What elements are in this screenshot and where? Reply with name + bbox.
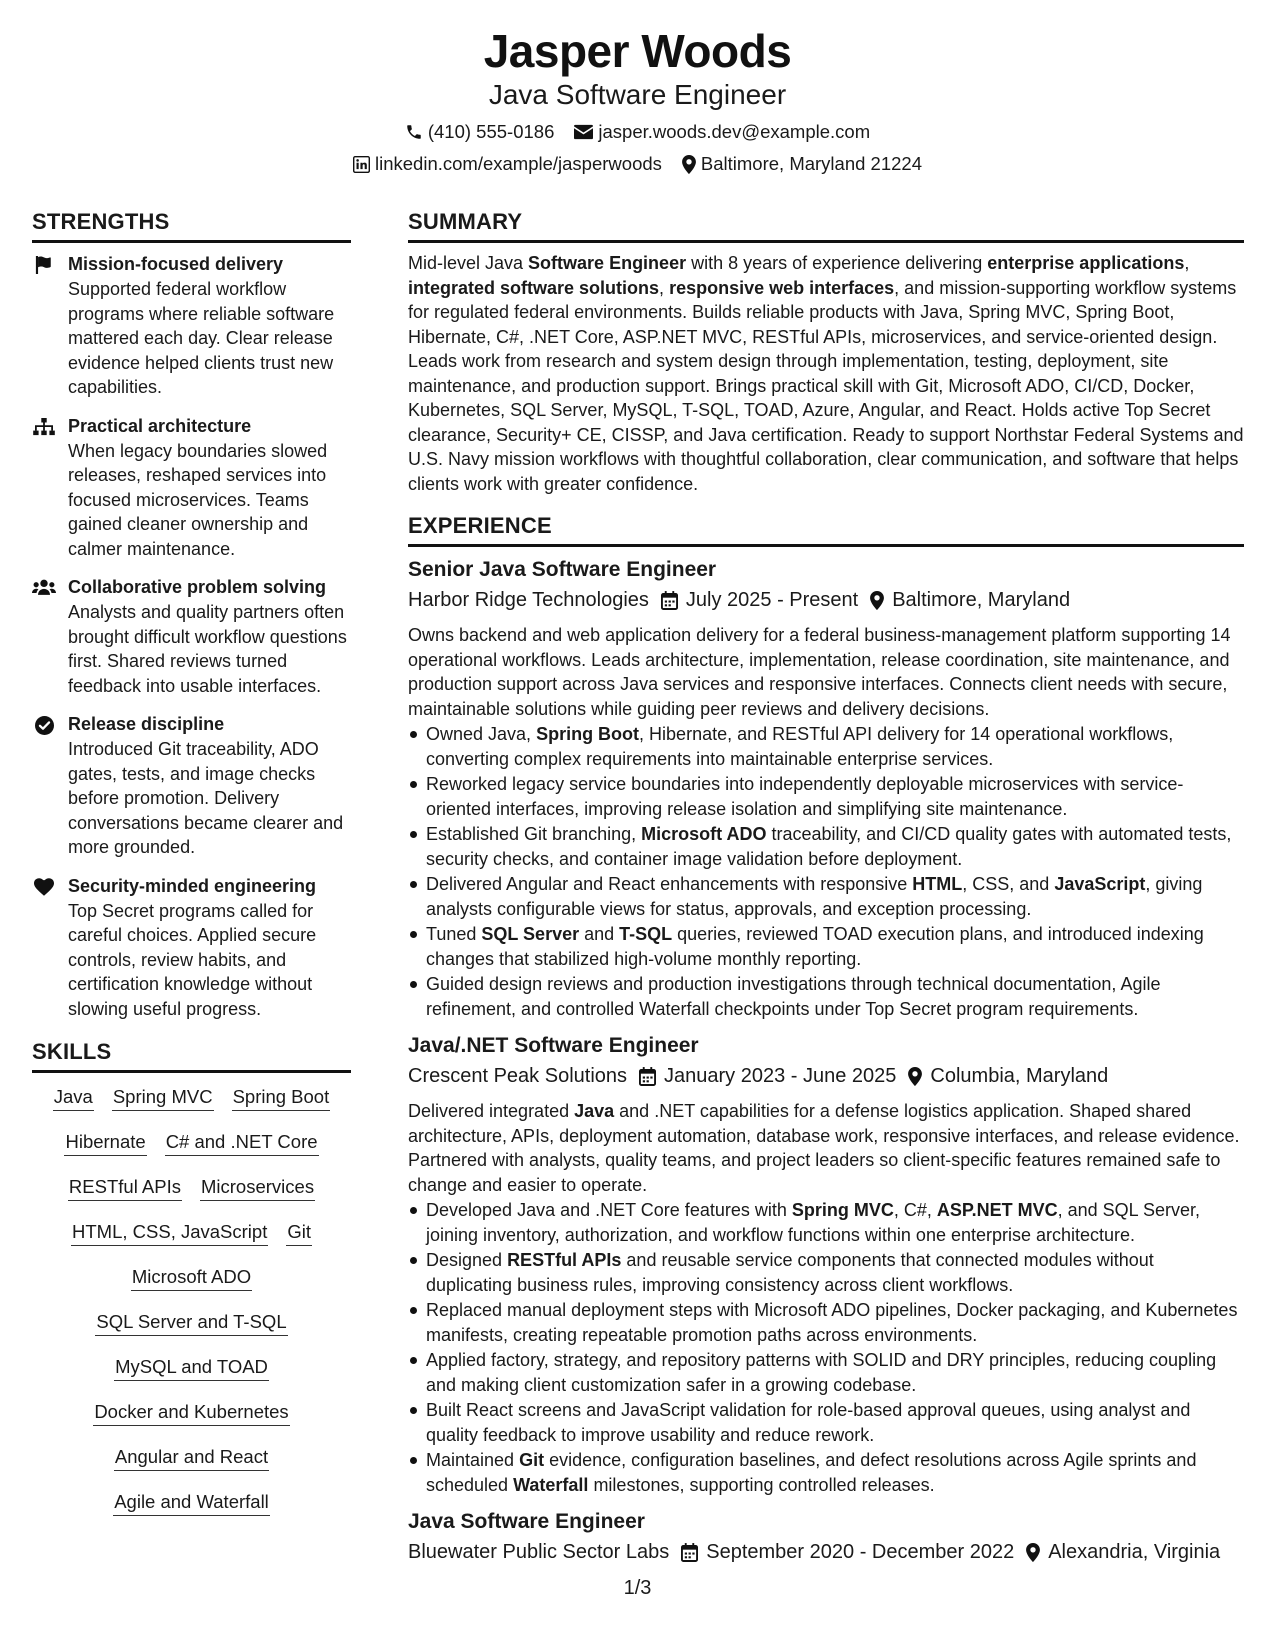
text-run: , and mission-supporting workflow systems for regulated federal environments. Builds reliable products with Java, Spring MVC, Spring Boot, Hibernate, C#, .NET Core, ASP.NET MVC, RESTful APIs, microservices, and service-oriented design. Leads work from research and system design through implementation, testing, deployment, site maintenance, and production support. Brings practical skill with Git, Microsoft ADO, CI/CD, Docker, Kubernetes, SQL Server, MySQL, T-SQL, TOAD, Azure, Angular, and React. Holds active Top Secret clearance, Security+ CE, CISSP, and Java certification. Ready to support Northstar Federal Systems and U.S. Navy mission workflows with thoughtful collaboration, clear communication, and software that helps clients work with greater confidence. — [408, 277, 1244, 494]
contact-email[interactable] — [574, 120, 870, 144]
bold-text: responsive web interfaces — [669, 277, 895, 298]
job-company: Bluewater Public Sector Labs — [408, 1541, 670, 1563]
strength-title: Mission-focused delivery — [68, 254, 284, 274]
text-run: Mid-level Java — [408, 253, 529, 273]
strength-desc: When legacy boundaries slowed releases, reshaped services into focused microservices. Teams gained cleaner ownership and calmer maintenance. — [68, 440, 328, 559]
candidate-name: Jasper Woods — [483, 25, 792, 77]
skill-tag: HTML, CSS, JavaScript — [71, 1218, 268, 1246]
envelope-icon — [574, 124, 593, 140]
map-marker-icon — [1026, 1543, 1040, 1562]
users-icon — [32, 574, 56, 698]
job-location-text: Alexandria, Virginia — [1048, 1541, 1221, 1563]
text-run: milestones, supporting controlled releases. — [588, 1474, 935, 1495]
bold-text: Waterfall — [513, 1474, 589, 1495]
resume-header — [0, 24, 1275, 176]
job-entry — [408, 1031, 1244, 1497]
linkedin-icon — [353, 156, 370, 173]
job-location-text: Baltimore, Maryland — [892, 589, 1071, 611]
strength-item — [32, 873, 351, 1022]
strength-item — [32, 413, 351, 562]
skills-heading: SKILLS — [32, 1034, 351, 1073]
text-run: Developed Java and .NET Core features with — [426, 1200, 792, 1220]
text-run: , C#, — [893, 1200, 937, 1220]
job-company: Crescent Peak Solutions — [408, 1065, 628, 1087]
strength-desc: Analysts and quality partners often brought difficult workflow questions first. Shared reviews turned feedback into usable interfaces. — [68, 602, 347, 696]
calendar-icon — [681, 1543, 698, 1562]
text-run: Maintained — [426, 1450, 520, 1470]
bullet-item — [408, 722, 1244, 771]
location-text: Baltimore, Maryland 21224 — [700, 153, 922, 174]
text-run: with 8 years of experience delivering — [686, 253, 988, 273]
skill-tag: C# and .NET Core — [165, 1128, 319, 1156]
map-marker-icon — [908, 1067, 922, 1086]
strength-title: Security-minded engineering — [68, 875, 317, 896]
text-run: Tuned — [426, 924, 482, 944]
text-run: evidence, configuration baselines, and defect resolutions across Agile sprints and scheduled — [426, 1450, 1197, 1495]
strength-desc: Top Secret programs called for careful choices. Applied secure controls, review habits, and certification knowledge without slowing useful progress. — [68, 900, 317, 1019]
skills-list — [32, 1083, 351, 1533]
bold-text: Spring Boot — [536, 724, 640, 744]
job-title: Java Software Engineer — [408, 1510, 645, 1533]
bullet-item — [408, 1448, 1244, 1497]
bold-text: Spring MVC — [791, 1200, 894, 1220]
job-entry — [408, 1507, 1244, 1567]
linkedin-text[interactable]: linkedin.com/example/jasperwoods — [375, 153, 662, 174]
bold-text: JavaScript — [1054, 874, 1146, 894]
left-column — [32, 204, 351, 1533]
bullet-item — [408, 822, 1244, 871]
bullet-item — [408, 772, 1244, 821]
text-run: and .NET capabilities for a defense logistics application. Shaped shared architecture, APIs, deployment automation, database work, responsive interfaces, and release evidence. Partnered with analysts, quality teams, and project leaders so client-specific features remained safe to change and easier to operate. — [408, 1101, 1240, 1195]
job-location — [908, 1061, 1108, 1091]
text-run: , giving analysts configurable views for status, approvals, and exception processing. — [426, 874, 1203, 919]
skill-tag: Hibernate — [64, 1128, 146, 1156]
text-run: , — [1184, 253, 1190, 273]
text-run: Delivered integrated — [408, 1101, 575, 1121]
bold-text: Software Engineer — [528, 253, 687, 273]
bullet-item — [408, 1298, 1244, 1347]
strength-title: Collaborative problem solving — [68, 577, 327, 597]
bullet-item — [408, 1248, 1244, 1297]
bold-text: ASP.NET MVC — [936, 1200, 1058, 1220]
job-entry — [408, 555, 1244, 1021]
bold-text: Java — [574, 1101, 615, 1121]
skill-tag: MySQL and TOAD — [114, 1353, 269, 1381]
experience-heading: EXPERIENCE — [408, 508, 1244, 547]
bold-text: Git — [519, 1450, 545, 1470]
job-dates — [661, 585, 858, 615]
job-meta — [408, 585, 1244, 615]
check-circle-icon — [32, 711, 56, 860]
job-dates-text: January 2023 - June 2025 — [664, 1065, 897, 1087]
text-run: Established Git branching, — [426, 824, 642, 844]
skill-tag: SQL Server and T-SQL — [95, 1308, 287, 1336]
text-run: and reusable service components that connected modules without duplicating business rules, improving consistency across client workflows. — [426, 1250, 1154, 1295]
bullet-item — [408, 872, 1244, 921]
strength-title: Practical architecture — [68, 415, 252, 436]
strength-item — [32, 711, 351, 860]
text-run: , — [659, 277, 670, 298]
contact-linkedin[interactable] — [353, 152, 662, 176]
calendar-icon — [639, 1067, 656, 1086]
job-location-text: Columbia, Maryland — [930, 1065, 1109, 1087]
skill-tag: Spring Boot — [232, 1083, 331, 1111]
heart-icon — [32, 873, 56, 1022]
job-bullets — [408, 1198, 1244, 1497]
skill-tag: Agile and Waterfall — [113, 1488, 270, 1516]
skill-tag: Spring MVC — [112, 1083, 214, 1111]
text-run: , Hibernate, and RESTful API delivery for 14 operational workflows, converting complex requirements into maintainable enterprise services. — [426, 724, 1174, 769]
bullet-item — [408, 1398, 1244, 1447]
job-location — [870, 585, 1070, 615]
text-run: traceability, and CI/CD quality gates with automated tests, security checks, and container image validation before deployment. — [426, 824, 1232, 869]
skill-tag: Docker and Kubernetes — [93, 1398, 289, 1426]
job-meta — [408, 1061, 1244, 1091]
bold-text: HTML — [912, 874, 963, 894]
map-marker-icon — [870, 591, 884, 610]
flag-icon — [32, 251, 56, 400]
text-run: Reworked legacy service boundaries into independently deployable microservices with service-oriented interfaces, improving release isolation and simplifying site maintenance. — [426, 774, 1184, 819]
job-title: Senior Java Software Engineer — [408, 558, 717, 581]
right-column — [408, 204, 1244, 1577]
contact-phone — [405, 120, 555, 144]
job-dates-text: July 2025 - Present — [685, 589, 859, 611]
job-location — [1026, 1537, 1220, 1567]
skill-tag: Git — [286, 1218, 312, 1246]
bullet-item — [408, 922, 1244, 971]
skill-tag: Java — [53, 1083, 94, 1111]
contact-location — [682, 152, 922, 176]
contact-row-1 — [0, 120, 1275, 144]
bold-text: integrated software solutions — [408, 277, 660, 298]
bullet-item — [408, 1348, 1244, 1397]
text-run: , and SQL Server, joining inventory, authorization, and workflow functions within one enterprise architecture. — [426, 1200, 1201, 1245]
bold-text: Microsoft ADO — [641, 824, 767, 844]
contact-row-2 — [0, 152, 1275, 176]
strength-desc: Introduced Git traceability, ADO gates, tests, and image checks before promotion. Delivery conversations became clearer and more grounded. — [68, 739, 344, 857]
skill-tag: RESTful APIs — [68, 1173, 182, 1201]
bold-text: RESTful APIs — [507, 1250, 622, 1270]
summary-text — [408, 251, 1244, 496]
bold-text: enterprise applications — [987, 253, 1185, 273]
text-run: , CSS, and — [962, 874, 1055, 894]
strength-desc: Supported federal workflow programs where reliable software mattered each day. Clear release evidence helped clients trust new capabilities. — [68, 279, 335, 397]
email-text[interactable]: jasper.woods.dev@example.com — [598, 121, 871, 142]
text-run: and — [579, 924, 620, 944]
summary-heading: SUMMARY — [408, 204, 1244, 243]
text-run: Delivered Angular and React enhancements with responsive — [426, 874, 913, 894]
job-dates — [639, 1061, 896, 1091]
text-run: Designed — [426, 1250, 508, 1270]
skill-tag: Microservices — [200, 1173, 315, 1201]
bullet-item — [408, 1198, 1244, 1247]
text-run: Owned Java, — [426, 724, 537, 744]
job-company: Harbor Ridge Technologies — [408, 589, 649, 611]
strength-item — [32, 574, 351, 698]
page-number: 1/3 — [623, 1577, 652, 1599]
strength-item — [32, 251, 351, 400]
text-run: Applied factory, strategy, and repository patterns with SOLID and DRY principles, reducing coupling and making client customization safer in a growing codebase. — [426, 1350, 1217, 1395]
map-marker-icon — [682, 155, 696, 174]
job-title: Java/.NET Software Engineer — [408, 1034, 699, 1057]
job-dates — [681, 1537, 1014, 1567]
text-run: Replaced manual deployment steps with Microsoft ADO pipelines, Docker packaging, and Kubernetes manifests, creating repeatable promotion paths across environments. — [426, 1300, 1238, 1345]
text-run: Built React screens and JavaScript validation for role-based approval queues, using analyst and quality feedback to improve usability and reduce rework. — [426, 1400, 1191, 1445]
job-description: Owns backend and web application delivery for a federal business-management platform supporting 14 operational workflows. Leads architecture, implementation, release coordination, site maintenance, and production support across Java services and responsive interfaces. Connects client needs with secure, maintainable solutions while guiding peer reviews and delivery decisions. — [408, 625, 1231, 719]
bold-text: SQL Server — [481, 924, 580, 944]
job-dates-text: September 2020 - December 2022 — [706, 1541, 1015, 1563]
job-description — [408, 1099, 1244, 1197]
strength-title: Release discipline — [68, 714, 225, 734]
sitemap-icon — [32, 413, 56, 562]
job-bullets — [408, 722, 1244, 1021]
text-run: queries, reviewed TOAD execution plans, and introduced indexing changes that stabilized high-volume monthly reporting. — [426, 924, 1204, 969]
bold-text: T-SQL — [619, 924, 673, 944]
phone-text: (410) 555-0186 — [427, 121, 555, 142]
candidate-title: Java Software Engineer — [488, 79, 787, 110]
text-run: Guided design reviews and production investigations through technical documentation, Agile refinement, and controlled Waterfall checkpoints under Top Secret program requirements. — [426, 974, 1161, 1019]
skill-tag: Microsoft ADO — [131, 1263, 252, 1291]
bullet-item — [408, 972, 1244, 1021]
strengths-heading: STRENGTHS — [32, 204, 351, 243]
phone-icon — [405, 123, 423, 141]
calendar-icon — [661, 591, 678, 610]
job-meta — [408, 1537, 1244, 1567]
skill-tag: Angular and React — [114, 1443, 269, 1471]
